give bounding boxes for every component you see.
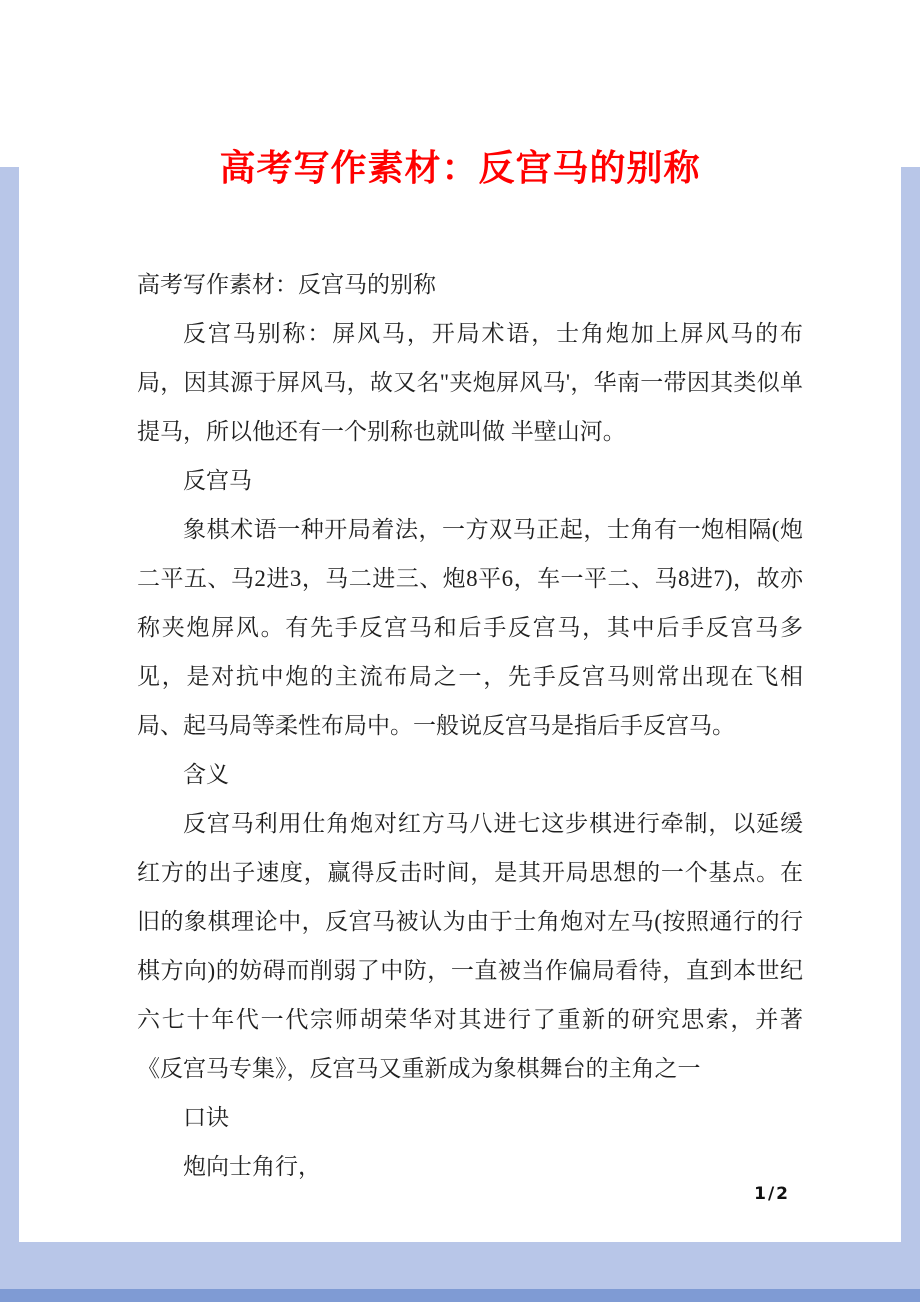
page-border-right — [901, 167, 920, 1302]
page-border-bottom — [0, 1242, 920, 1289]
page-border-bottom-accent — [0, 1289, 920, 1302]
heading-fangongma: 反宫马 — [183, 468, 252, 493]
document-title: 高考写作素材：反宫马的别称 — [219, 148, 701, 188]
paragraph-definition: 象棋术语一种开局着法，一方双马正起，士角有一炮相隔(炮二平五、马2进3，马二进三、炮8平6，车一平二、马8进7)，故亦称夹炮屏风。有先手反宫马和后手反宫马，其中后手反宫马多见，是对抗中炮的主流布局之一，先手反宫马则常出现在飞相局、起马局等柔性布局中。一般说反宫马是指后手反宫马。 — [137, 517, 803, 738]
document-body — [137, 260, 803, 1191]
page-number: 1/2 — [754, 1184, 790, 1204]
paragraph-title-line: 高考写作素材：反宫马的别称 — [137, 272, 436, 297]
heading-meaning: 含义 — [183, 762, 229, 787]
paragraph-mnemonic-line: 炮向士角行， — [183, 1154, 321, 1179]
paragraph-meaning: 反宫马利用仕角炮对红方马八进七这步棋进行牵制，以延缓红方的出子速度，赢得反击时间，是其开局思想的一个基点。在旧的象棋理论中，反宫马被认为由于士角炮对左马(按照通行的行棋方向)的妨碍而削弱了中防，一直被当作偏局看待，直到本世纪六七十年代一代宗师胡荣华对其进行了重新的研究思索，并著《反宫马专集》，反宫马又重新成为象棋舞台的主角之一 — [137, 811, 803, 1081]
paragraph-alias: 反宫马别称：屏风马，开局术语，士角炮加上屏风马的布局，因其源于屏风马，故又名"夹炮屏风马'，华南一带因其类似单提马，所以他还有一个别称也就叫做 半壁山河。 — [137, 321, 803, 444]
page-border-left — [0, 167, 19, 1302]
heading-mnemonic: 口诀 — [183, 1105, 229, 1130]
